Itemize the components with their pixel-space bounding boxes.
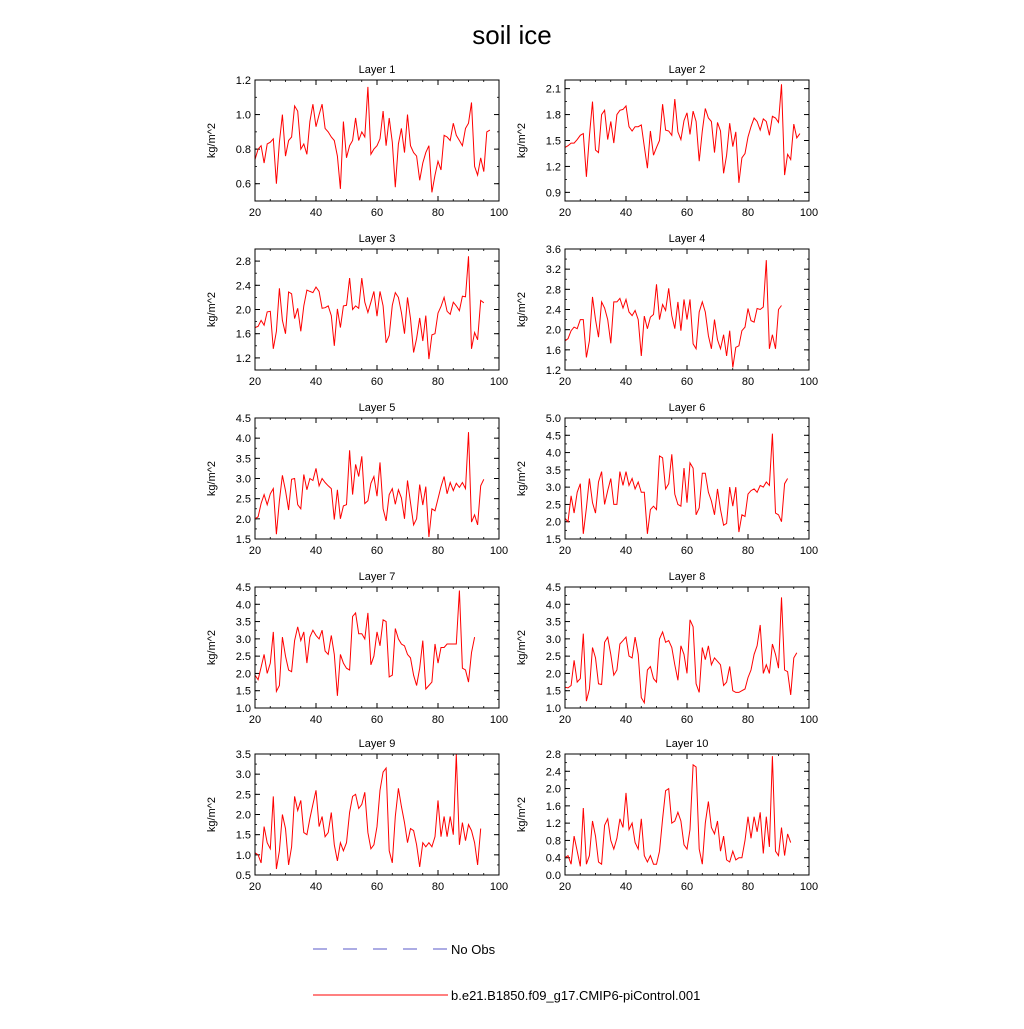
y-tick-label: 4.5: [235, 582, 251, 594]
y-axis-label: kg/m^2: [516, 460, 528, 497]
y-tick-label: 2.4: [545, 766, 561, 779]
y-tick-label: 1.2: [235, 75, 251, 87]
plot-frame: [255, 418, 499, 539]
plot-frame: [565, 80, 809, 201]
x-tick-label: 40: [309, 376, 323, 388]
y-tick-label: 2.8: [235, 256, 251, 269]
x-tick-label: 80: [431, 714, 445, 726]
y-tick-label: 1.6: [235, 328, 251, 341]
x-tick-label: 100: [489, 207, 509, 219]
y-tick-label: 2.0: [545, 324, 561, 337]
panel-5: [206, 402, 508, 557]
y-tick-label: 1.0: [235, 849, 251, 862]
y-tick-label: 0.8: [545, 835, 561, 848]
x-tick-label: 20: [558, 376, 572, 388]
series-line: [565, 434, 788, 534]
y-tick-label: 3.0: [235, 633, 251, 646]
y-tick-label: 1.0: [545, 703, 561, 715]
y-tick-label: 2.0: [235, 668, 251, 681]
x-tick-label: 60: [370, 376, 384, 388]
y-tick-label: 0.0: [545, 870, 561, 882]
x-tick-label: 20: [248, 714, 262, 726]
x-tick-label: 80: [741, 545, 755, 557]
x-tick-label: 60: [370, 714, 384, 726]
series-line: [565, 84, 800, 183]
x-tick-label: 40: [309, 207, 323, 219]
x-tick-label: 80: [741, 207, 755, 219]
y-tick-label: 4.0: [545, 599, 561, 612]
panel-title: Layer 4: [668, 233, 706, 245]
y-tick-label: 2.8: [545, 284, 561, 297]
x-tick-label: 80: [431, 376, 445, 388]
y-tick-label: 5.0: [545, 413, 561, 425]
x-tick-label: 80: [741, 881, 755, 893]
y-tick-label: 2.5: [235, 789, 251, 802]
legend-label-no-obs: No Obs: [451, 942, 496, 957]
x-tick-label: 100: [799, 881, 819, 893]
y-axis-label: kg/m^2: [516, 291, 528, 328]
panel-10: [516, 738, 818, 893]
y-tick-label: 3.5: [545, 616, 561, 629]
x-tick-label: 60: [370, 545, 384, 557]
x-tick-label: 100: [799, 545, 819, 557]
y-tick-label: 1.5: [545, 534, 561, 546]
x-tick-label: 20: [248, 881, 262, 893]
y-tick-label: 3.5: [235, 453, 251, 466]
y-tick-label: 2.4: [235, 280, 251, 293]
x-tick-label: 80: [431, 545, 445, 557]
series-line: [255, 591, 475, 696]
plot-frame: [565, 249, 809, 370]
y-axis-label: kg/m^2: [516, 122, 528, 159]
panel-1: [206, 64, 508, 219]
panel-title: Layer 1: [358, 64, 396, 76]
y-axis-label: kg/m^2: [206, 629, 218, 666]
y-tick-label: 2.0: [545, 516, 561, 529]
panel-2: [516, 64, 818, 219]
series-line: [255, 754, 481, 869]
x-tick-label: 60: [680, 376, 694, 388]
panel-title: Layer 10: [665, 738, 709, 750]
plot-frame: [255, 587, 499, 708]
y-tick-label: 1.2: [545, 818, 561, 831]
x-tick-label: 100: [489, 545, 509, 557]
y-axis-label: kg/m^2: [206, 291, 218, 328]
plot-frame: [255, 754, 499, 875]
y-tick-label: 2.0: [545, 668, 561, 681]
series-line: [565, 597, 797, 702]
y-tick-label: 4.5: [235, 413, 251, 425]
x-tick-label: 60: [680, 545, 694, 557]
x-tick-label: 20: [558, 881, 572, 893]
panel-title: Layer 3: [358, 233, 396, 245]
x-tick-label: 40: [309, 545, 323, 557]
x-tick-label: 20: [248, 207, 262, 219]
panel-title: Layer 5: [358, 402, 396, 414]
plot-frame: [255, 249, 499, 370]
x-tick-label: 20: [558, 545, 572, 557]
x-tick-label: 100: [489, 376, 509, 388]
y-tick-label: 1.5: [545, 685, 561, 698]
x-tick-label: 100: [799, 714, 819, 726]
plot-frame: [565, 754, 809, 875]
figure-title: soil ice: [472, 20, 552, 50]
x-tick-label: 60: [680, 714, 694, 726]
y-tick-label: 3.2: [545, 264, 561, 277]
x-tick-label: 100: [799, 376, 819, 388]
y-axis-label: kg/m^2: [206, 796, 218, 833]
y-tick-label: 0.5: [235, 870, 251, 882]
panel-title: Layer 7: [358, 571, 396, 583]
y-tick-label: 3.0: [545, 482, 561, 495]
x-tick-label: 40: [309, 714, 323, 726]
y-tick-label: 2.8: [545, 749, 561, 761]
panel-title: Layer 6: [668, 402, 706, 414]
y-tick-label: 2.5: [545, 651, 561, 664]
x-tick-label: 40: [619, 881, 633, 893]
x-tick-label: 40: [309, 881, 323, 893]
x-tick-label: 100: [489, 881, 509, 893]
series-line: [255, 87, 490, 192]
y-tick-label: 2.5: [545, 499, 561, 512]
x-tick-label: 60: [680, 207, 694, 219]
x-tick-label: 20: [558, 714, 572, 726]
panel-title: Layer 8: [668, 571, 706, 583]
x-tick-label: 80: [431, 207, 445, 219]
series-line: [565, 260, 782, 367]
y-tick-label: 1.2: [235, 352, 251, 365]
series-line: [255, 256, 484, 359]
y-tick-label: 2.0: [235, 809, 251, 822]
x-tick-label: 20: [248, 545, 262, 557]
panel-title: Layer 9: [358, 738, 396, 750]
y-tick-label: 1.0: [235, 109, 251, 122]
y-tick-label: 3.5: [235, 616, 251, 629]
y-tick-label: 1.2: [545, 161, 561, 174]
y-tick-label: 2.1: [545, 83, 561, 96]
x-tick-label: 60: [370, 207, 384, 219]
y-tick-label: 2.5: [235, 493, 251, 506]
y-tick-label: 1.5: [235, 534, 251, 546]
series-line: [565, 756, 791, 866]
y-tick-label: 0.4: [545, 852, 561, 865]
panel-4: [516, 233, 818, 388]
plot-frame: [255, 80, 499, 201]
y-tick-label: 3.0: [545, 633, 561, 646]
y-tick-label: 1.2: [545, 365, 561, 377]
y-tick-label: 2.0: [235, 304, 251, 317]
y-tick-label: 3.0: [235, 473, 251, 486]
y-tick-label: 1.5: [235, 685, 251, 698]
panel-6: [516, 402, 818, 557]
y-tick-label: 2.0: [235, 513, 251, 526]
legend: [313, 942, 700, 1003]
y-tick-label: 0.6: [235, 178, 251, 191]
y-tick-label: 1.0: [235, 703, 251, 715]
y-axis-label: kg/m^2: [206, 122, 218, 159]
y-tick-label: 3.6: [545, 244, 561, 256]
x-tick-label: 40: [619, 545, 633, 557]
y-tick-label: 1.6: [545, 344, 561, 357]
y-tick-label: 0.9: [545, 187, 561, 200]
y-tick-label: 1.6: [545, 800, 561, 813]
x-tick-label: 80: [741, 714, 755, 726]
y-tick-label: 3.0: [235, 769, 251, 782]
y-tick-label: 4.0: [235, 433, 251, 446]
y-axis-label: kg/m^2: [516, 796, 528, 833]
x-tick-label: 100: [489, 714, 509, 726]
y-tick-label: 2.0: [545, 783, 561, 796]
x-tick-label: 80: [741, 376, 755, 388]
y-tick-label: 2.4: [545, 304, 561, 317]
y-tick-label: 1.8: [545, 109, 561, 122]
y-axis-label: kg/m^2: [516, 629, 528, 666]
legend-label-model: b.e21.B1850.f09_g17.CMIP6-piControl.001: [451, 988, 701, 1003]
y-tick-label: 4.5: [545, 430, 561, 443]
panel-9: [206, 738, 508, 893]
y-tick-label: 1.5: [235, 829, 251, 842]
x-tick-label: 40: [619, 376, 633, 388]
y-axis-label: kg/m^2: [206, 460, 218, 497]
x-tick-label: 20: [558, 207, 572, 219]
x-tick-label: 40: [619, 207, 633, 219]
panel-8: [516, 571, 818, 726]
x-tick-label: 20: [248, 376, 262, 388]
x-tick-label: 40: [619, 714, 633, 726]
y-tick-label: 4.0: [235, 599, 251, 612]
panels: [206, 64, 818, 893]
y-tick-label: 4.5: [545, 582, 561, 594]
x-tick-label: 60: [680, 881, 694, 893]
series-line: [255, 432, 484, 537]
y-tick-label: 4.0: [545, 447, 561, 460]
panel-3: [206, 233, 508, 388]
y-tick-label: 3.5: [235, 749, 251, 761]
y-tick-label: 0.8: [235, 144, 251, 157]
y-tick-label: 3.5: [545, 464, 561, 477]
x-tick-label: 60: [370, 881, 384, 893]
x-tick-label: 80: [431, 881, 445, 893]
y-tick-label: 2.5: [235, 651, 251, 664]
panel-7: [206, 571, 508, 726]
y-tick-label: 1.5: [545, 135, 561, 148]
x-tick-label: 100: [799, 207, 819, 219]
panel-title: Layer 2: [668, 64, 706, 76]
